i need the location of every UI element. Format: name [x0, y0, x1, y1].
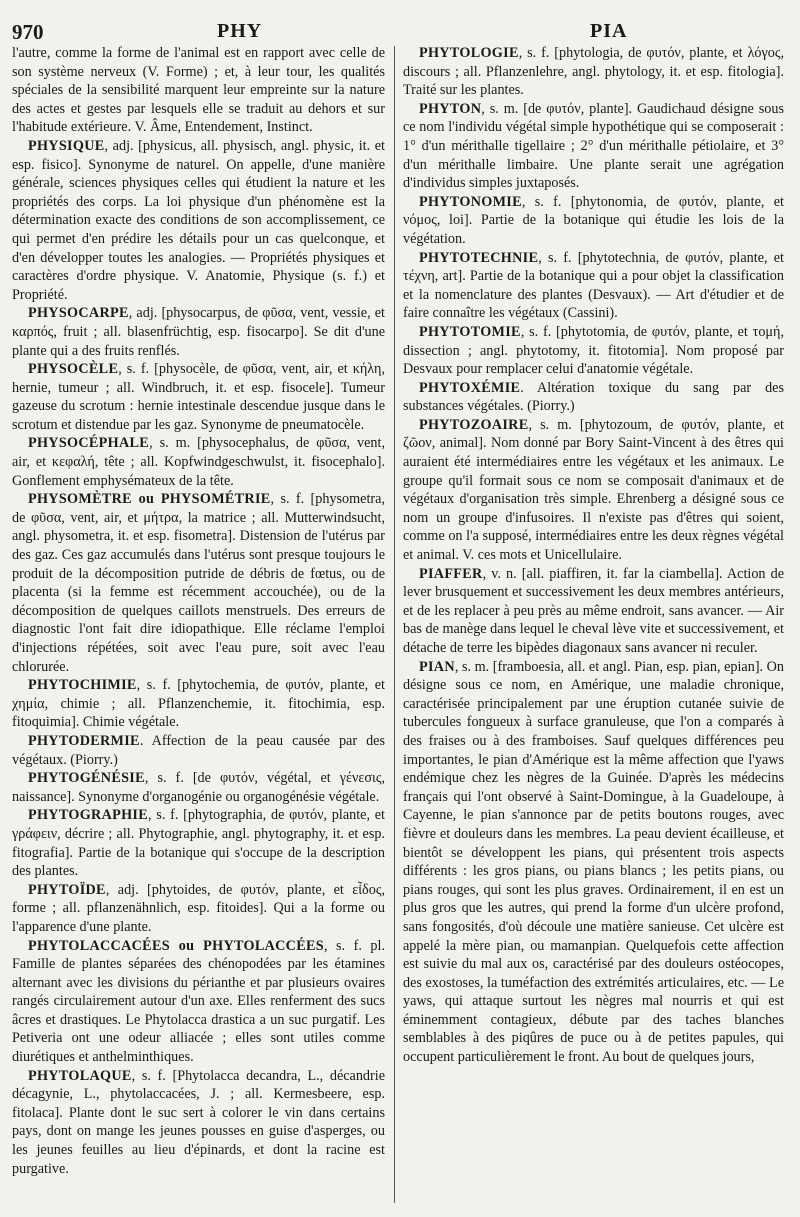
running-head-right: PIA: [590, 20, 628, 42]
dictionary-entry: [12, 434, 385, 490]
entry-headword: PHYSOCÉPHALE: [28, 435, 150, 452]
entry-headword: PHYSOMÈTRE ou PHYSOMÉTRIE: [28, 491, 271, 508]
dictionary-entry: [12, 676, 385, 732]
entry-headword: PHYTODERMIE: [28, 732, 140, 749]
dictionary-entry: [12, 937, 385, 1067]
entry-text: , s. f. [Phytolacca decandra, L., décandrie décagynie, L., phytolaccacées, J. ; all. Kermesbeere, esp. fitolaca]. Plante dont le suc sert à colorer le vin dans certains pays, dont on mange les jeunes pousses en guise d'asperges, ou les jeunes feuilles au lieu d'épinards, et dont la racine est purgative.: [12, 1067, 385, 1177]
entry-headword: PHYTOCHIMIE: [28, 677, 137, 694]
entry-headword: PHYTOGÉNÉSIE: [28, 770, 145, 787]
entry-headword: PHYTOTOMIE: [419, 323, 521, 340]
dictionary-entry: [403, 100, 784, 193]
entry-text: , adj. [phytoides, de φυτόν, plante, et εἶδος, forme ; all. pflanzenähnlich, esp. fitoides]. Qui a la forme ou l'apparence d'une plante.: [12, 881, 385, 935]
dictionary-entry: [403, 193, 784, 249]
entry-text: , s. f. [phytotomia, de φυτόν, plante, et τομή, dissection ; angl. phytotomy, it. fitotomia]. Nom proposé par Desvaux pour remplacer celui d'anatomie végétale.: [403, 323, 784, 378]
entry-text: , s. m. [de φυτόν, plante]. Gaudichaud désigne sous ce nom l'individu végétal simple hypothétique qui se composerait : 1° d'un mérithalle tigellaire ; 2° d'un mérithalle pétiolaire, et 3° d'un mérithalle limbaire. Une plante serait une agrégation d'individus simples juxtaposés.: [403, 100, 784, 192]
left-column: [12, 44, 385, 1205]
entry-text: l'autre, comme la forme de l'animal est en rapport avec celle de son système nerveux (V. Forme) ; et, à leur tour, les qualités spéciales de la sensibilité marquent leur empreinte sur la nature des actes et gestes par lesquels elle se traduit au dehors et sur l'habitude extérieure. V. Âme, Entendement, Instinct.: [12, 45, 385, 136]
entry-text: , s. f. [phytologia, de φυτόν, plante, et λόγος, discours ; all. Pflanzenlehre, angl. phytology, it. et esp. fitologia]. Traité sur les plantes.: [403, 45, 784, 99]
entry-text: , adj. [physicus, all. physisch, angl. physic, it. et esp. fisico]. Synonyme de naturel. On appelle, d'une manière générale, sciences physiques celles qui étudient la nature et les propriétés des corps. La loi physique d'un phénomène est la détermination exacte des conditions de son accomplissement, ce qui permet d'en prédire les détails pour un cas quelconque, et d'en développer toutes les analogies. — Propriétés physiques et caractères d'ordre physique. V. Anatomie, Physique (s. f.) et Propriété.: [12, 137, 385, 303]
entry-text: , s. f. [phytonomia, de φυτόν, plante, et νόμος, loi]. Partie de la botanique qui étudie les lois de la végétation.: [403, 193, 784, 247]
entry-text: , v. n. [all. piaffiren, it. far la ciambella]. Action de lever brusquement et successivement les deux membres antérieurs, et de les replacer à peu près au même endroit, sans avancer. — Air bas de manège dans lequel le cheval lève vite et successivement, et détache de terre les bipèdes diagonaux sans avancer ni reculer.: [403, 565, 784, 656]
dictionary-entry: [12, 732, 385, 769]
entry-text: , s. f. pl. Famille de plantes séparées des chénopodées par les étamines alternant avec les divisions du périanthe et par plusieurs ovaires rangés circulairement autour d'un axe. Elles renferment des sucs âcres et drastiques. Le Phytolacca drastica a un suc purgatif. Les Petiveria ont une odeur alliacée ; elles sont utiles comme diurétiques et anthelminthiques.: [12, 937, 385, 1066]
entry-headword: PHYTOLAQUE: [28, 1067, 132, 1084]
dictionary-entry: [12, 806, 385, 880]
entry-text: , adj. [physocarpus, de φῦσα, vent, vessie, et καρπός, fruit ; all. blasenfrüchtig, esp. fisocarpo]. Se dit d'une plante qui a des fruits renflés.: [12, 305, 385, 359]
entry-text: , s. m. [physocephalus, de φῦσα, vent, air, et κεφαλή, tête ; all. Kopfwindgeschwulst, it. fisocephalo]. Gonflement emphysémateux de la tête.: [12, 435, 385, 489]
running-head-left: PHY: [217, 20, 263, 42]
entry-headword: PIAN: [419, 658, 455, 675]
entry-text: , s. m. [framboesia, all. et angl. Pian, esp. pian, epian]. On désigne sous ce nom, en Amérique, une maladie chronique, caractérisée principalement par une éruption cutanée suivie de tubercules fongueux à surface granuleuse, que l'on a comparés à des fraises ou à des framboises. Sauf quelques différences peu importantes, le pian d'Amérique est la même affection que l'yaws endémique chez les nègres de la Guinée. D'après les médecins français qui l'ont observé à Saint-Domingue, à la Guadeloupe, à Cayenne, le pian s'annonce par de petits boutons rouges, avec fièvre et douleurs dans les membres. La peau devient écailleuse, et bientôt se développent les pians, qui présentent trois aspects différents : les gros pians, ou pians blancs ; les petits pians, ou pians rouges, qui sont les plus graves. Ordinairement, il en est un plus gros que les autres, qui prend la forme d'un ulcère profond, sans fongosités, d'où découle une matière sanieuse. Cet ulcère est appelé la mère pian, ou mamanpian. Quelquefois cette affection est suivie du mal aux os, caractérisé par des douleurs ostéocopes, des exostoses, la tuméfaction des extrémités articulaires, etc. — Le yaws, qui attaque surtout les nègres mal nourris et qui est éminemment contagieux, débute par des taches blanches semblables à des piqûres de puce ou à de petites papules, qui occupent particulièrement le front. Au bout de quelques jours,: [403, 658, 784, 1066]
entry-text: . Altération toxique du sang par des substances végétales. (Piorry.): [403, 379, 784, 415]
dictionary-entry: [12, 44, 385, 137]
entry-text: , s. f. [phytochemia, de φυτόν, plante, et χημία, chimie ; all. Pflanzenchemie, it. fitochimia, esp. fitoquimia]. Chimie végétale.: [12, 677, 385, 731]
entry-headword: PHYTOGRAPHIE: [28, 807, 149, 824]
entry-headword: PHYTOTECHNIE: [419, 249, 539, 266]
entry-headword: PHYTONOMIE: [419, 193, 522, 210]
entry-headword: PHYSOCÈLE: [28, 361, 119, 378]
entry-headword: PHYSOCARPE: [28, 305, 129, 322]
entry-headword: PIAFFER: [419, 565, 483, 582]
dictionary-entry: [403, 416, 784, 565]
entry-headword: PHYSIQUE: [28, 137, 105, 154]
dictionary-entry: [12, 304, 385, 360]
dictionary-entry: [12, 1067, 385, 1179]
page-number: 970: [12, 20, 44, 44]
entry-text: , s. m. [phytozoum, de φυτόν, plante, et ζῶον, animal]. Nom donné par Bory Saint-Vincent à des êtres qui auraient été intermédiaires entre les végétaux et les animaux. Le groupe qu'il formait sous ce nom se composait d'animaux et de végétaux d'organisation très simple. Ehrenberg a désigné sous ce nom un groupe d'infusoires. Il n'existe pas d'êtres qui soient, comme on l'a supposé, intermédiaires entre les deux règnes végétal et animal. V. ces mots et Unicellulaire.: [403, 416, 784, 564]
dictionary-entry: [12, 137, 385, 304]
entry-headword: PHYTOLACCACÉES ou PHYTOLACCÉES: [28, 937, 324, 954]
entry-headword: PHYTOLOGIE: [419, 45, 519, 61]
column-divider: [394, 46, 395, 1203]
entry-headword: PHYTOÏDE: [28, 881, 106, 898]
dictionary-entry: [403, 379, 784, 416]
dictionary-entry: [12, 769, 385, 806]
entry-text: , s. f. [physocèle, de φῦσα, vent, air, et κήλη, hernie, tumeur ; all. Windbruch, it. et esp. fisocele]. Tumeur gazeuse du scrotum : hernie intestinale descendue jusque dans le scrotum et distendue par les gaz. Synonyme de pneumatocèle.: [12, 361, 385, 433]
entry-text: , s. f. [phytographia, de φυτόν, plante, et γράφειν, décrire ; all. Phytographie, angl. phytography, it. et esp. fitografia]. Partie de la botanique qui s'occupe de la description des plantes.: [12, 807, 385, 880]
entry-text: , s. f. [physometra, de φῦσα, vent, air, et μήτρα, la matrice ; all. Mutterwindsucht, angl. physometra, it. et esp. fisometra]. Distension de l'utérus par des gaz. Ces gaz accumulés dans l'utérus sont presque toujours le produit de la décomposition putride de débris de fœtus, ou de placenta (si la femme est récemment accouchée), ou de la décomposition de quelques caillots menstruels. Des erreurs de diagnostic l'ont fait dire idiopathique. Elle réclame l'emploi d'injections répétées, soit avec l'eau pure, soit avec l'eau chlorurée.: [12, 491, 385, 675]
dictionary-entry: [403, 44, 784, 100]
right-column: [403, 44, 784, 1205]
entry-text: , s. f. [de φυτόν, végétal, et γένεσις, naissance]. Synonyme d'organogénie ou organogénésie végétale.: [12, 770, 385, 805]
entry-headword: PHYTON: [419, 100, 482, 117]
dictionary-entry: [12, 360, 385, 434]
entry-text: . Affection de la peau causée par des végétaux. (Piorry.): [12, 732, 385, 768]
dictionary-entry: [12, 490, 385, 676]
entry-headword: PHYTOXÉMIE: [419, 379, 521, 396]
dictionary-entry: [12, 881, 385, 937]
dictionary-entry: [403, 249, 784, 323]
entry-headword: PHYTOZOAIRE: [419, 416, 529, 433]
dictionary-entry: [403, 658, 784, 1067]
entry-text: , s. f. [phytotechnia, de φυτόν, plante, et τέχνη, art]. Partie de la botanique qui a pour objet la classification et la nomenclature des plantes (Desvaux). — Art d'étudier et de faire connaître les végétaux (Cassini).: [403, 249, 784, 322]
dictionary-entry: [403, 565, 784, 658]
dictionary-entry: [403, 323, 784, 379]
